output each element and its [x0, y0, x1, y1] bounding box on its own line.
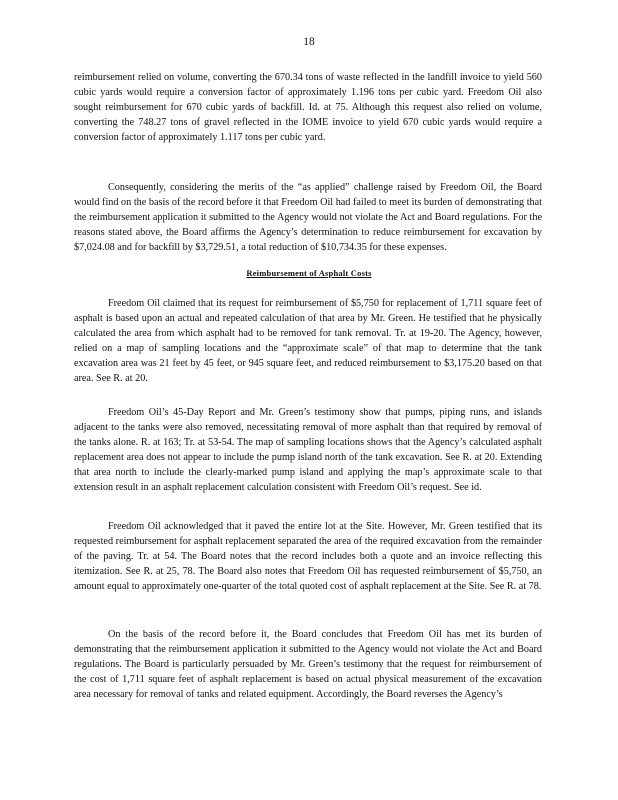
paragraph-conclusion-excavation	[74, 180, 542, 255]
paragraph-paving	[74, 519, 542, 594]
paragraph-text: Freedom Oil acknowledged that it paved the entire lot at the Site. However, Mr. Green testified that its requested reimbursement for asphalt replacement separated the area of the required excavation from the remainder of the paving. Tr. at 54. The Board notes that the record includes both a quote and an invoice reflecting this itemization. See R. at 25, 78. The Board also notes that Freedom Oil has requested reimbursement of $5,750, an amount equal to approximately one-quarter of the total quoted cost of asphalt replacement at the Site. See R. at 78.	[74, 521, 542, 593]
paragraph-text: Freedom Oil claimed that its request for reimbursement of $5,750 for replacement of 1,711 square feet of asphalt is based upon an actual and repeated calculation of that area by Mr. Green. He testified that he physically calculated the area from which asphalt had to be removed for tank removal. Tr. at 19-20. The Agency, however, relied on a map of sampling locations and the “approximate scale” of that map to determine that the tank excavation area was 21 feet by 45 feet, or 945 square feet, and reduced reimbursement to $3,175.20 based on that area. See R. at 20.	[74, 298, 542, 385]
page-number: 18	[303, 36, 315, 48]
paragraph-board-conclusion	[74, 627, 542, 702]
paragraph-continued	[74, 70, 542, 145]
paragraph-text: Consequently, considering the merits of the “as applied” challenge raised by Freedom Oil, the Board would find on the basis of the record before it that Freedom Oil had failed to meet its burden of demonstrating that the reimbursement application it submitted to the Agency would not violate the Act and Board regulations. For the reasons stated above, the Board affirms the Agency’s determination to reduce reimbursement for excavation by $7,024.08 and for backfill by $3,729.51, a total reduction of $10,734.35 for these expenses.	[74, 182, 542, 254]
paragraph-text: Freedom Oil’s 45-Day Report and Mr. Green’s testimony show that pumps, piping runs, and islands adjacent to the tanks were also removed, necessitating removal of more asphalt than that required by removal of the tanks alone. R. at 163; Tr. at 53-54. The map of sampling locations shows that the Agency’s calculated asphalt replacement area does not appear to include the pump island north of the tank excavation. See R. at 20. Extending that area north to include the clearly-marked pump island and applying the map’s approximate scale to that extension result in an asphalt replacement calculation consistent with Freedom Oil’s request. See id.	[74, 407, 542, 494]
paragraph-45-day-report	[74, 405, 542, 496]
section-heading	[0, 268, 618, 278]
paragraph-text: On the basis of the record before it, the Board concludes that Freedom Oil has met its burden of demonstrating that the reimbursement application it submitted to the Agency would not violate the Act and Board regulations. The Board is particularly persuaded by Mr. Green’s testimony that the request for reimbursement of the cost of 1,711 square feet of asphalt replacement is based on actual physical measurement of the excavation area necessary for removal of tanks and related equipment. Accordingly, the Board reverses the Agency’s	[74, 629, 542, 701]
paragraph-text: reimbursement relied on volume, converting the 670.34 tons of waste reflected in the landfill invoice to yield 560 cubic yards would require a conversion factor of approximately 1.196 tons per cubic yard. Freedom Oil also sought reimbursement for 670 cubic yards of backfill. Id. at 75. Although this request also relied on volume, converting the 748.27 tons of gravel reflected in the IOME invoice to yield 670 cubic yards would require a conversion factor of approximately 1.117 tons per cubic yard.	[74, 72, 542, 144]
section-heading-text: Reimbursement of Asphalt Costs	[246, 268, 372, 278]
paragraph-asphalt-claim	[74, 296, 542, 387]
